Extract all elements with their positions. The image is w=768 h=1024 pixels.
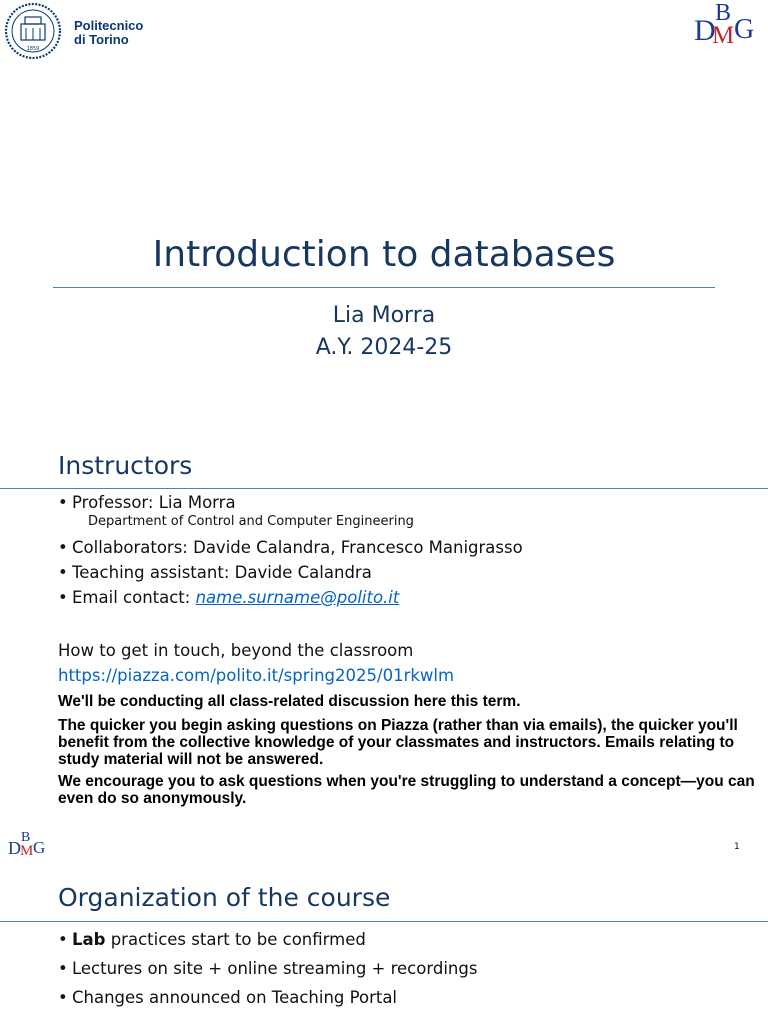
lab-text: practices start to be confirmed — [105, 930, 366, 949]
assistant-text: Teaching assistant: Davide Calandra — [72, 563, 372, 582]
lab-bold: Lab — [72, 930, 106, 949]
dbmg-letter-b: B — [715, 0, 732, 26]
list-item: • Lectures on site + online streaming + recordings — [58, 959, 478, 978]
list-item: • Teaching assistant: Davide Calandra — [58, 563, 372, 582]
dbmg-logo — [694, 0, 756, 49]
organization-heading: Organization of the course — [58, 883, 391, 912]
academic-year: A.Y. 2024-25 — [315, 335, 453, 360]
dbmg-letter-m: M — [712, 22, 735, 49]
list-item: • Collaborators: Davide Calandra, Francesco Manigrasso — [58, 538, 523, 557]
list-item: • Lab practices start to be confirmed — [58, 930, 366, 949]
seal-year: 1859 — [26, 46, 40, 52]
institution-line-2: di Torino — [74, 32, 129, 47]
piazza-link[interactable]: https://piazza.com/polito.it/spring2025/01rkwlm — [58, 666, 455, 685]
author-name: Lia Morra — [332, 303, 436, 328]
lectures-text: Lectures on site + online streaming + recordings — [72, 959, 478, 978]
institution-line-1: Politecnico — [74, 18, 144, 33]
email-link[interactable]: name.surname@polito.it — [195, 588, 400, 607]
slide-title: Introduction to databases — [152, 234, 616, 275]
list-item: • Changes announced on Teaching Portal — [58, 988, 398, 1007]
dbmg-letter-g: G — [734, 14, 755, 45]
note-encourage: We encourage you to ask questions when you're struggling to understand a concept—you can even do so anonymously. — [58, 773, 755, 807]
dbmg-small-b: B — [21, 830, 31, 845]
slide-subtitle — [0, 300, 768, 364]
title-divider — [53, 287, 715, 288]
institution-name — [74, 19, 143, 47]
note-discussion: We'll be conducting all class-related discussion here this term. — [58, 693, 521, 710]
instructors-list — [58, 493, 523, 613]
list-item-sub: Department of Control and Computer Engineering — [88, 514, 414, 529]
dbmg-small-d: D — [8, 838, 21, 858]
instructors-divider — [0, 488, 768, 489]
changes-text: Changes announced on Teaching Portal — [72, 988, 398, 1007]
list-item: • Email contact: name.surname@polito.it — [58, 588, 400, 607]
email-label: Email contact: — [72, 588, 196, 607]
dbmg-small-m: M — [20, 843, 34, 859]
polito-seal-icon — [4, 2, 62, 60]
polito-logo — [4, 2, 154, 64]
contact-intro: How to get in touch, beyond the classroom — [58, 641, 414, 660]
instructors-heading: Instructors — [58, 451, 193, 480]
note-piazza: The quicker you begin asking questions on Piazza (rather than via emails), the quicker you'll benefit from the collective knowledge of your classmates and instructors. Emails relating to study material will not be answered. — [58, 717, 738, 768]
organization-divider — [0, 921, 768, 922]
dbmg-logo-small — [8, 830, 48, 862]
dbmg-small-g: G — [33, 838, 46, 857]
page-number: 1 — [734, 842, 740, 852]
collaborators-text: Collaborators: Davide Calandra, Francesco Manigrasso — [72, 538, 523, 557]
professor-text: Professor: Lia Morra — [72, 493, 236, 512]
organization-list — [58, 930, 477, 1017]
dbmg-letter-d: D — [694, 14, 716, 47]
list-item: • Professor: Lia Morra — [58, 493, 236, 512]
